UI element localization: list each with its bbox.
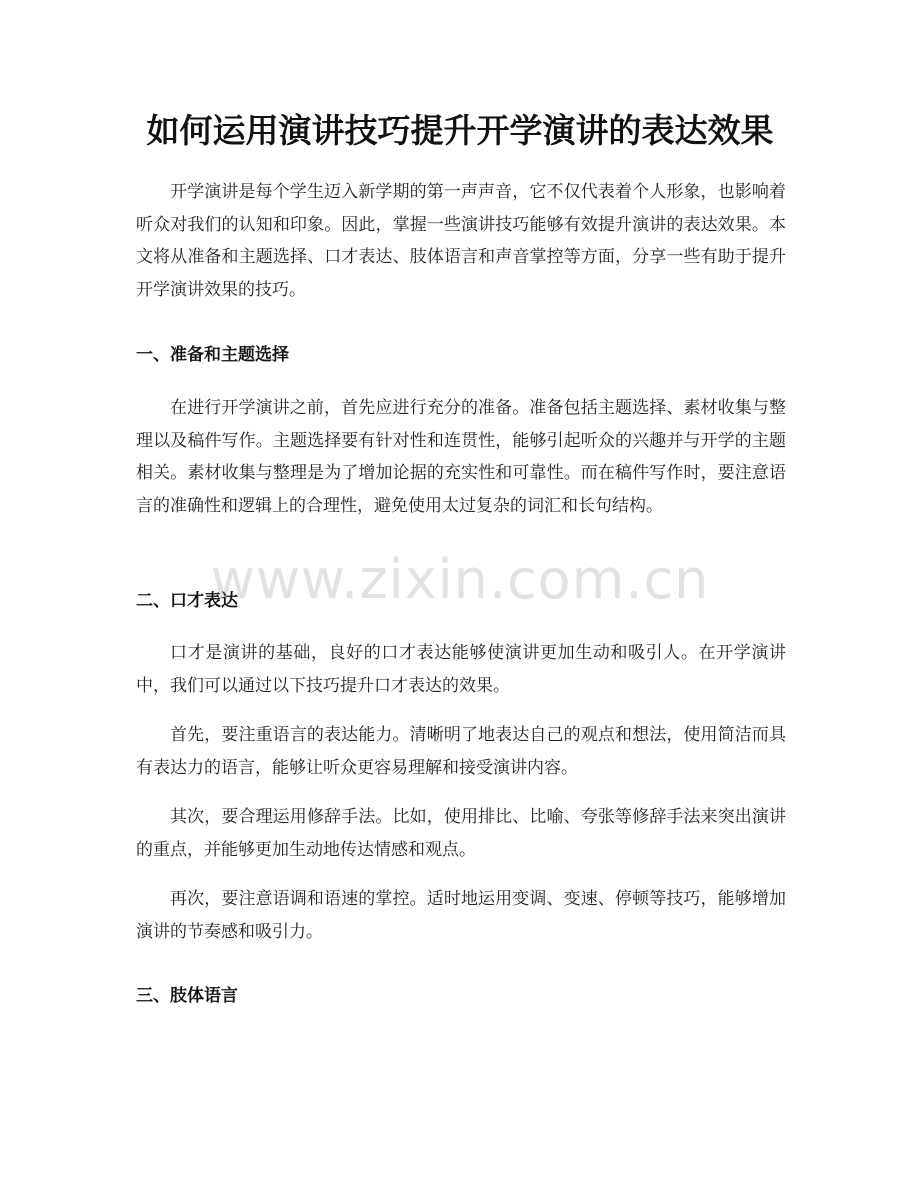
watermark: www.zixin.com.cn [210,548,710,611]
section-heading-2: 二、口才表达 [136,591,238,611]
intro-paragraph: 开学演讲是每个学生迈入新学期的第一声声音，它不仅代表着个人形象，也影响着听众对我们的认知和印象。因此，掌握一些演讲技巧能够有效提升演讲的表达效果。本文将从准备和主题选择、口才表达、肢体语言和声音掌控等方面，分享一些有助于提升开学演讲效果的技巧。 [136,182,786,300]
section-heading-3: 三、肢体语言 [136,986,238,1006]
section-2-paragraph-1: 口才是演讲的基础，良好的口才表达能够使演讲更加生动和吸引人。在开学演讲中，我们可以通过以下技巧提升口才表达的效果。 [136,643,786,696]
section-2-paragraph-3: 其次，要合理运用修辞手法。比如，使用排比、比喻、夸张等修辞手法来突出演讲的重点，并能够更加生动地传达情感和观点。 [136,807,786,860]
section-1-paragraph: 在进行开学演讲之前，首先应进行充分的准备。准备包括主题选择、素材收集与整理以及稿件写作。主题选择要有针对性和连贯性，能够引起听众的兴趣并与开学的主题相关。素材收集与整理是为了增加论据的充实性和可靠性。而在稿件写作时，要注意语言的准确性和逻辑上的合理性，避免使用太过复杂的词汇和长句结构。 [136,398,786,516]
section-2-paragraph-2: 首先，要注重语言的表达能力。清晰明了地表达自己的观点和想法，使用简洁而具有表达力的语言，能够让听众更容易理解和接受演讲内容。 [136,725,786,778]
section-2-paragraph-4: 再次，要注意语调和语速的掌控。适时地运用变调、变速、停顿等技巧，能够增加演讲的节奏感和吸引力。 [136,889,786,942]
document-title: 如何运用演讲技巧提升开学演讲的表达效果 [146,111,774,150]
section-heading-1: 一、准备和主题选择 [136,345,289,365]
